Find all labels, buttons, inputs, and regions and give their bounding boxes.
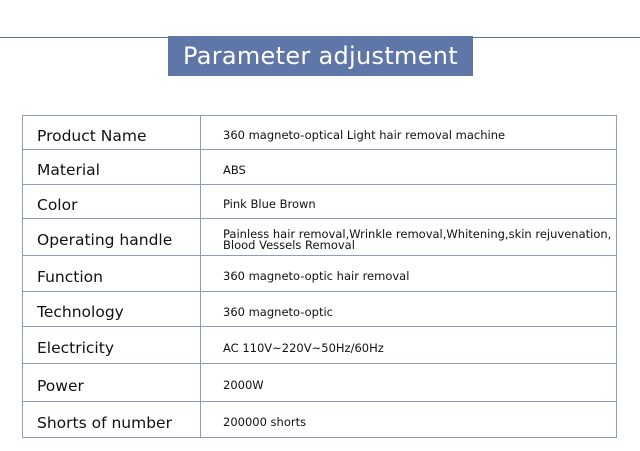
row-value: Pink Blue Brown xyxy=(201,185,617,219)
table-row-technology xyxy=(23,292,617,327)
row-label: Shorts of number xyxy=(23,402,201,438)
table-row-function xyxy=(23,256,617,292)
row-label: Power xyxy=(23,364,201,402)
row-label: Technology xyxy=(23,292,201,327)
row-value: 200000 shorts xyxy=(201,402,617,438)
row-label: Operating handle xyxy=(23,219,201,256)
row-value: AC 110V~220V~50Hz/60Hz xyxy=(201,327,617,364)
table-row-color xyxy=(23,185,617,219)
row-label: Color xyxy=(23,185,201,219)
row-label: Electricity xyxy=(23,327,201,364)
page-title: Parameter adjustment xyxy=(168,36,473,76)
row-value-line: Painless hair removal,Wrinkle removal,Whitening,skin rejuvenation, xyxy=(223,226,612,241)
row-value: 360 magneto-optical Light hair removal machine xyxy=(201,116,617,150)
row-value: 360 magneto-optic xyxy=(201,292,617,327)
row-label: Material xyxy=(23,150,201,185)
table-row-operating-handle xyxy=(23,219,617,256)
row-value: ABS xyxy=(201,150,617,185)
table-row-product-name xyxy=(23,116,617,150)
table-row-material xyxy=(23,150,617,185)
table-row-power xyxy=(23,364,617,402)
parameter-table xyxy=(22,115,617,438)
table-row-electricity xyxy=(23,327,617,364)
row-value xyxy=(201,219,617,256)
row-label: Product Name xyxy=(23,116,201,150)
row-value: 360 magneto-optic hair removal xyxy=(201,256,617,292)
row-value: 2000W xyxy=(201,364,617,402)
row-label: Function xyxy=(23,256,201,292)
table-row-shorts-of-number xyxy=(23,402,617,438)
row-value-line: Blood Vessels Removal xyxy=(223,237,355,252)
